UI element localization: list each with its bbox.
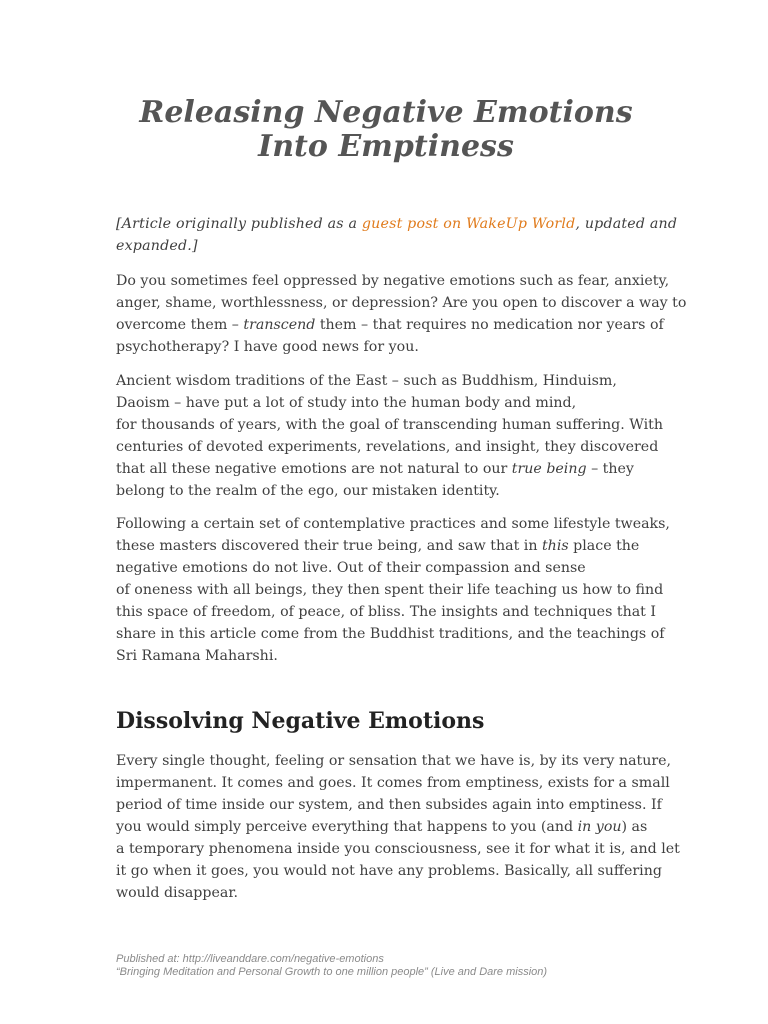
section-heading: Dissolving Negative Emotions [116, 708, 485, 734]
paragraph-contemplative-practices: Following a certain set of contemplative practices and some lifestyle tweaks, these masters discovered their true being, and saw that in this place the negative emotions do not live. Out of their compassion and sense of oneness with all beings, they then spent their life teaching us how to find this space of freedom, of peace, of bliss. The insights and techniques that I share in this article come from the Buddhist traditions, and the teachings of Sri Ramana Maharshi. [116, 516, 670, 664]
title-line-2: Into Emptiness [258, 129, 514, 164]
title-line-1: Releasing Negative Emotions [139, 95, 633, 130]
note-line-2: expanded.] [116, 238, 198, 254]
emphasis-in-you: in you [577, 819, 622, 835]
publication-note [116, 213, 678, 257]
paragraph-intro: Do you sometimes feel oppressed by negative emotions such as fear, anxiety, anger, shame, worthlessness, or depression? Are you open to discover a way to overcome them – transcend them – that requires no medication nor years of psychotherapy? I have good news for you. [116, 273, 687, 355]
footer-published-url: Published at: http://liveanddare.com/negative-emotions [116, 953, 384, 965]
article-title [116, 96, 656, 164]
paragraph-wisdom-traditions: Ancient wisdom traditions of the East – such as Buddhism, Hinduism, Daoism – have put a lot of study into the human body and mind, for thousands of years, with the goal of transcending human suffering. With centuries of devoted experiments, revelations, and insight, they discovered that all these negative emotions are not natural to our true being – they belong to the realm of the ego, our mistaken identity. [116, 373, 663, 499]
page-footer [116, 953, 676, 979]
paragraph-dissolving: Every single thought, feeling or sensation that we have is, by its very nature, impermanent. It comes and goes. It comes from emptiness, exists for a small period of time inside our system, and then subsides again into emptiness. If you would simply perceive everything that happens to you (and in you) as a temporary phenomena inside you consciousness, see it for what it is, and let it go when it goes, you would not have any problems. Basically, all suffering would disappear. [116, 753, 680, 901]
emphasis-transcend: transcend [243, 317, 316, 333]
guest-post-link[interactable]: guest post on WakeUp World [361, 216, 576, 232]
emphasis-this: this [541, 538, 569, 554]
emphasis-true-being: true being [511, 461, 587, 477]
note-line-1: [Article originally published as a guest post on WakeUp World, updated and [116, 216, 678, 232]
footer-mission: “Bringing Meditation and Personal Growth to one million people” (Live and Dare mission) [116, 966, 548, 978]
